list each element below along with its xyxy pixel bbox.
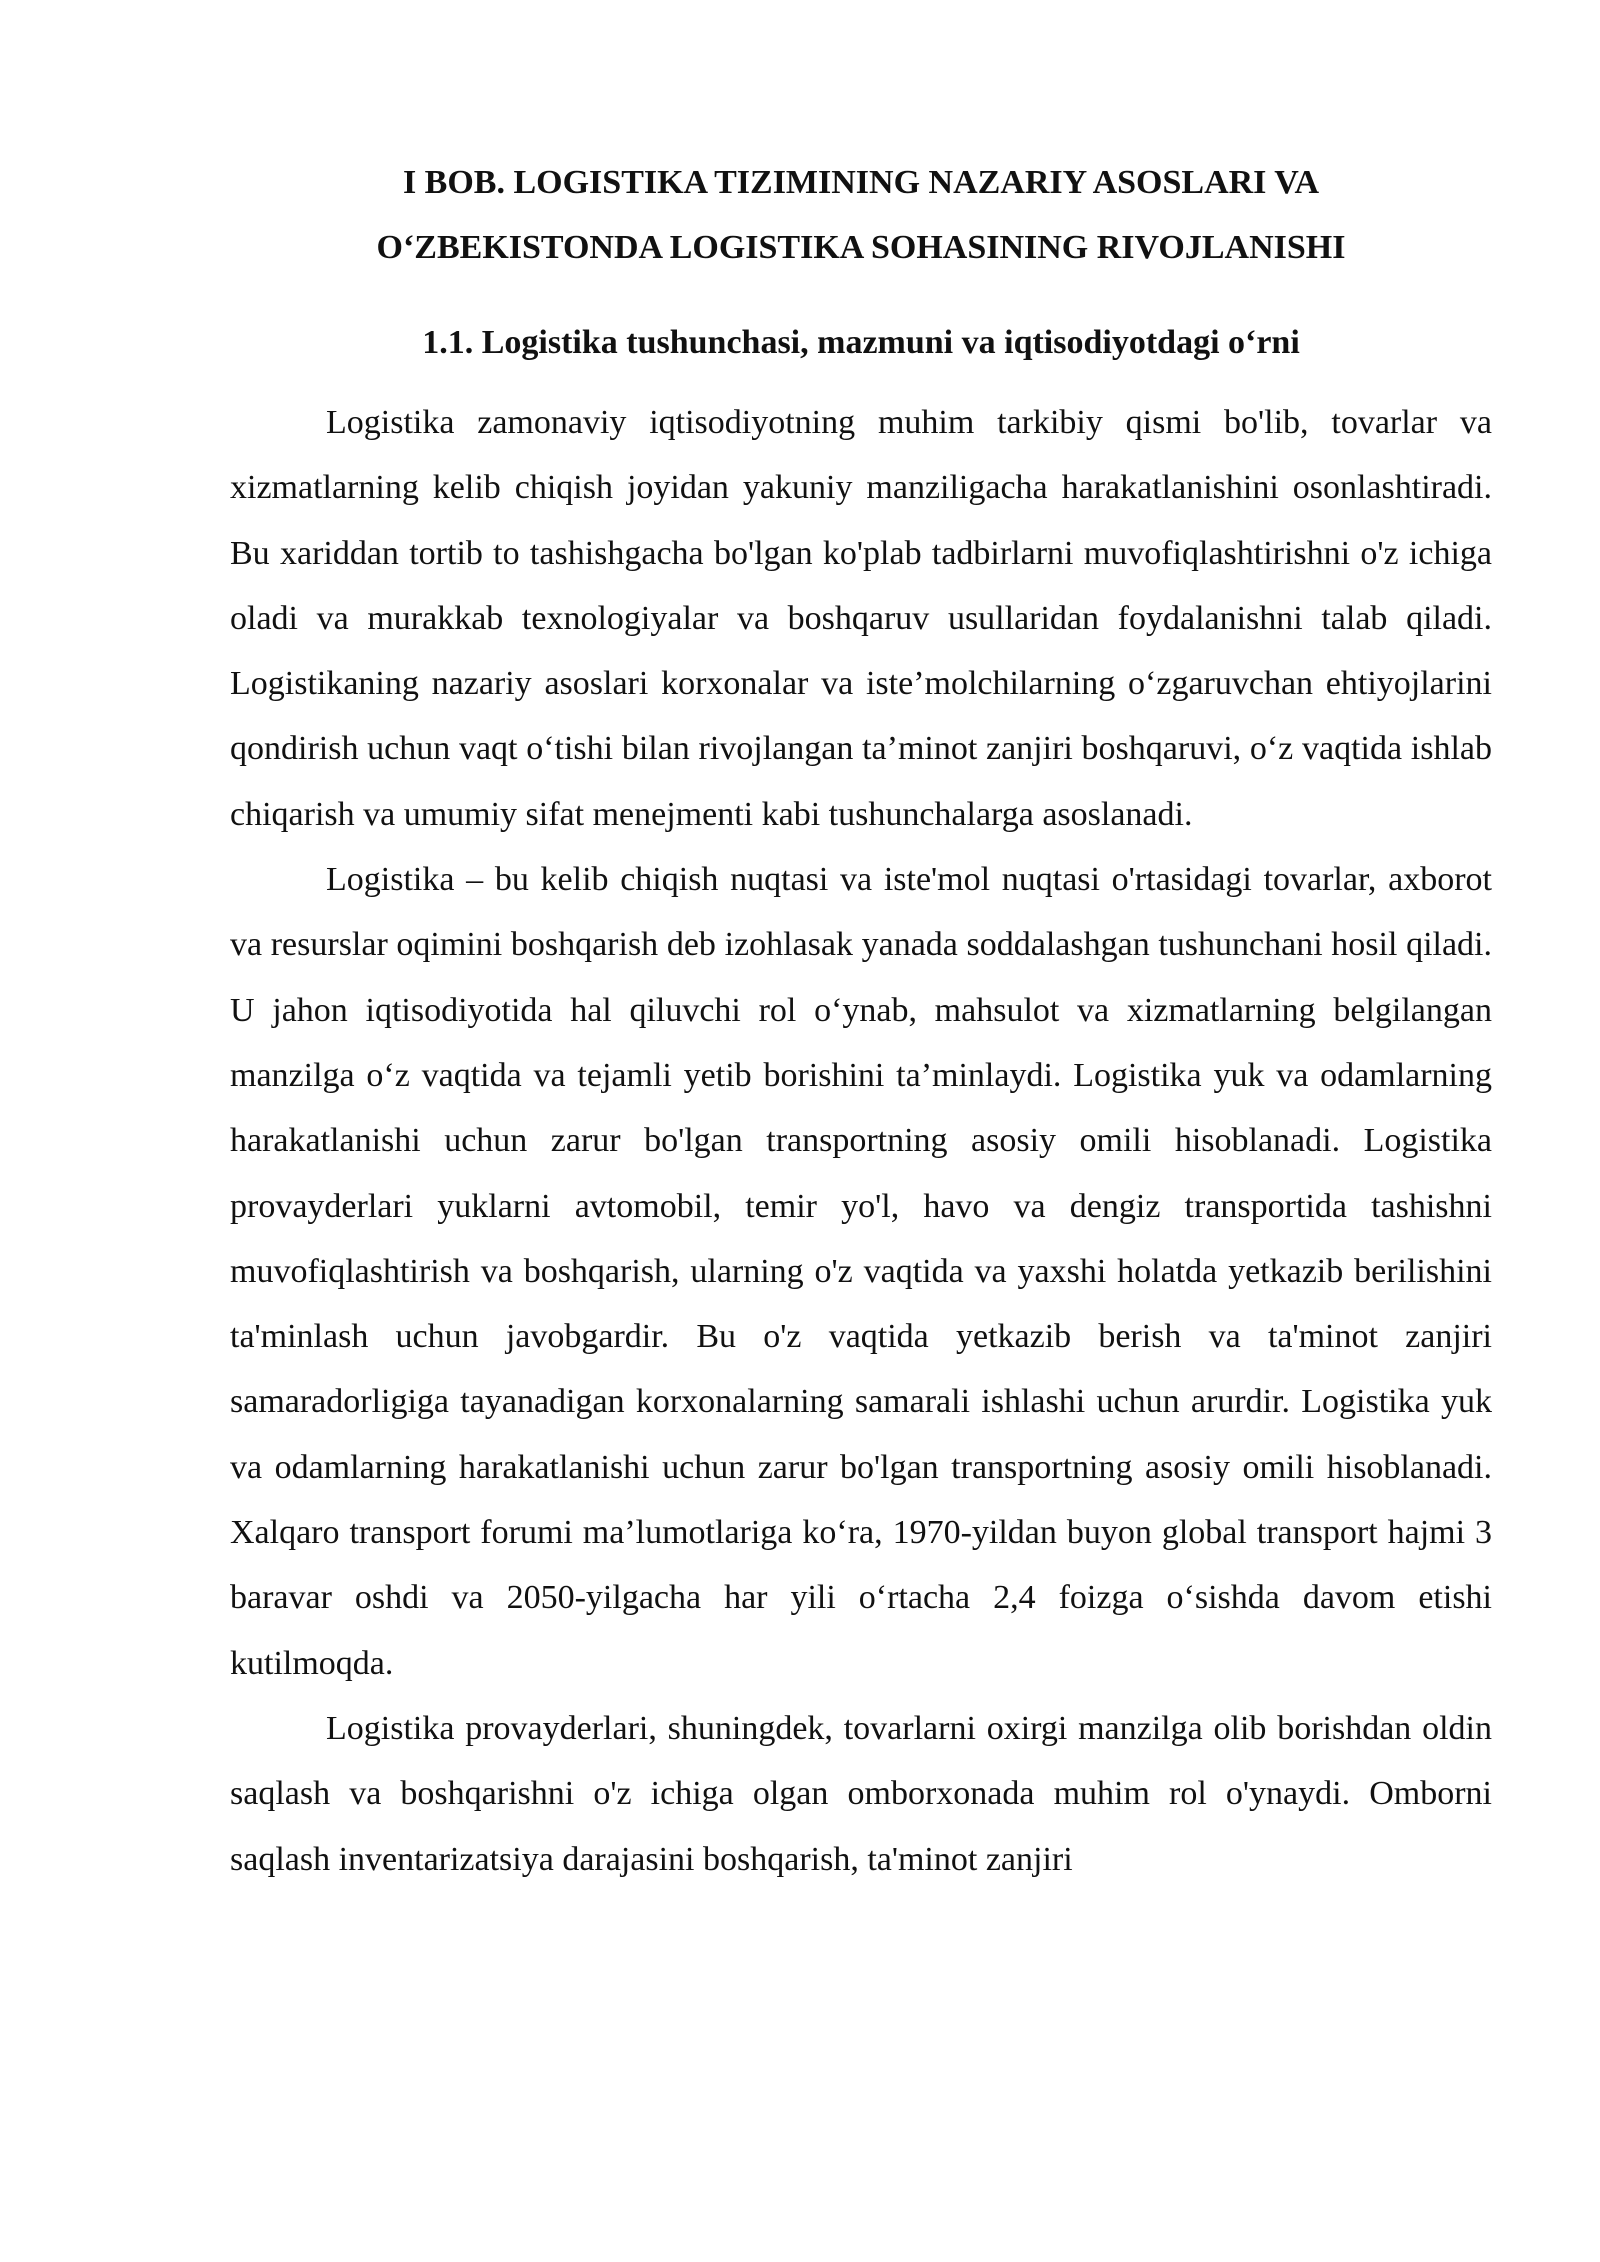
body-paragraph-2: Logistika – bu kelib chiqish nuqtasi va iste'mol nuqtasi o'rtasidagi tovarlar, axborot va resurslar oqimini boshqarish deb izohlasak yanada soddalashgan tushunchani hosil qiladi. U jahon iqtisodiyotida hal qiluvchi rol o‘ynab, mahsulot va xizmatlarning belgilangan manzilga o‘z vaqtida va tejamli yetib borishini ta’minlaydi. Logistika yuk va odamlarning harakatlanishi uchun zarur bo'lgan transportning asosiy omili hisoblanadi. Logistika provayderlari yuklarni avtomobil, temir yo'l, havo va dengiz transportida tashishni muvofiqlashtirish va boshqarish, ularning o'z vaqtida va yaxshi holatda yetkazib berilishini ta'minlash uchun javobgardir. Bu o'z vaqtida yetkazib berish va ta'minot zanjiri samaradorligiga tayanadigan korxonalarning samarali ishlashi uchun arurdir. Logistika yuk va odamlarning harakatlanishi uchun zarur bo'lgan transportning asosiy omili hisoblanadi. Xalqaro transport forumi ma’lumotlariga ko‘ra, 1970-yildan buyon global transport hajmi 3 baravar oshdi va 2050-yilgacha har yili o‘rtacha 2,4 foizga o‘sishda davom etishi kutilmoqda. [230,861,1492,1682]
body-paragraph-1: Logistika zamonaviy iqtisodiyotning muhim tarkibiy qismi bo'lib, tovarlar va xizmatlarning kelib chiqish joyidan yakuniy manziligacha harakatlanishini osonlashtiradi. Bu xariddan tortib to tashishgacha bo'lgan ko'plab tadbirlarni muvofiqlashtirishni o'z ichiga oladi va murakkab texnologiyalar va boshqaruv usullaridan foydalanishni talab qiladi. Logistikaning nazariy asoslari korxonalar va iste’molchilarning o‘zgaruvchan ehtiyojlarini qondirish uchun vaqt o‘tishi bilan rivojlangan ta’minot zanjiri boshqaruvi, o‘z vaqtida ishlab chiqarish va umumiy sifat menejmenti kabi tushunchalarga asoslanadi. [230,404,1492,833]
chapter-title-line-1: I BOB. LOGISTIKA TIZIMINING NAZARIY ASOSLARI VA [402,164,1320,201]
chapter-title-line-2: O‘ZBEKISTONDA LOGISTIKA SOHASINING RIVOJLANISHI [376,229,1346,266]
body-paragraph-3: Logistika provayderlari, shuningdek, tovarlarni oxirgi manzilga olib borishdan oldin saqlash va boshqarishni o'z ichiga olgan omborxonada muhim rol o'ynaydi. Omborni saqlash inventarizatsiya darajasini boshqarish, ta'minot zanjiri [230,1709,1492,1878]
document-body [230,150,1492,1892]
section-title: 1.1. Logistika tushunchasi, mazmuni va iqtisodiyotdagi o‘rni [422,324,1300,361]
chapter-title [230,150,1492,280]
